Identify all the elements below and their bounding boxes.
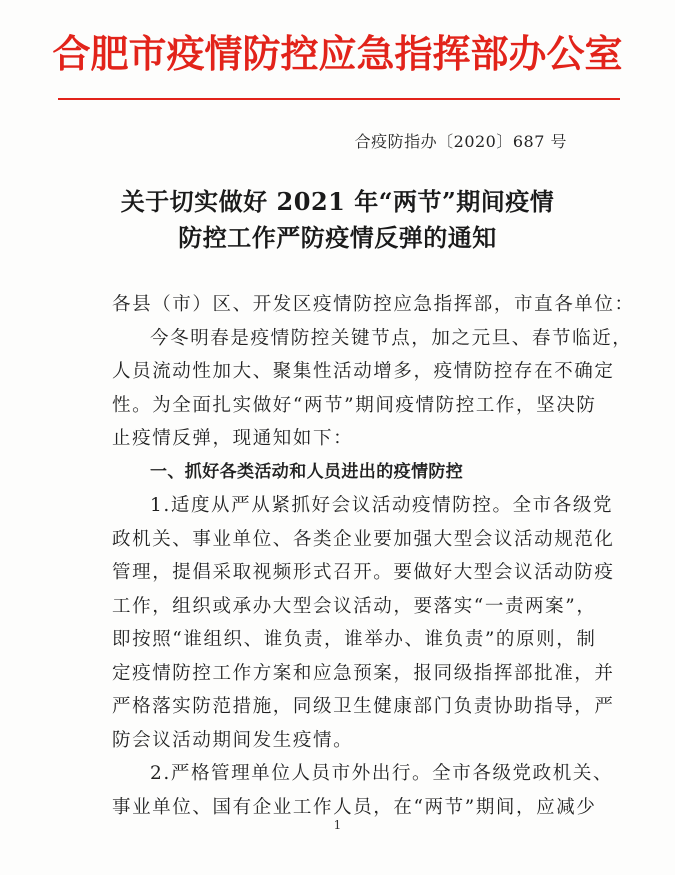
item-1-line: 即按照“谁组织、谁负责，谁举办、谁负责”的原则，制 (112, 629, 597, 650)
title-line-2: 防控工作严防疫情反弹的通知 (178, 223, 497, 252)
item-1-line: 防会议活动期间发生疫情。 (112, 729, 354, 751)
page-number: 1 (333, 818, 342, 832)
document-number: 合疫防指办〔2020〕687 号 (354, 132, 567, 151)
intro-line: 今冬明春是疫情防控关键节点，加之元旦、春节临近， (150, 327, 633, 349)
issuing-organization-header: 合肥市疫情防控应急指挥部办公室 (52, 32, 623, 76)
document-body (112, 288, 635, 824)
intro-line: 人员流动性加大、聚集性活动增多，疫情防控存在不确定 (112, 361, 615, 382)
title-line-1: 关于切实做好 2021 年“两节”期间疫情 (120, 187, 555, 216)
item-2-line: 2.严格管理单位人员市外出行。全市各级党政机关、 (150, 763, 614, 784)
item-1-line: 管理，提倡采取视频形式召开。要做好大型会议活动防疫 (112, 562, 615, 583)
document-title (0, 184, 675, 256)
item-1-line: 1.适度从严从紧抓好会议活动疫情防控。全市各级党 (150, 495, 614, 516)
section-1-heading: 一、抓好各类活动和人员进出的疫情防控 (150, 461, 464, 482)
addressee-line: 各县（市）区、开发区疫情防控应急指挥部，市直各单位： (112, 294, 635, 315)
red-header-rule (58, 98, 620, 100)
item-1-line: 严格落实防范措施，同级卫生健康部门负责协助指导，严 (112, 696, 615, 717)
item-1-line: 工作，组织或承办大型会议活动，要落实“一责两案”， (112, 595, 597, 617)
item-1-line: 定疫情防控工作方案和应急预案，报同级指挥部批准，并 (112, 662, 615, 684)
intro-line: 止疫情反弹，现通知如下： (112, 428, 354, 449)
intro-line: 性。为全面扎实做好“两节”期间疫情防控工作，坚决防 (112, 394, 597, 416)
item-1-line: 政机关、事业单位、各类企业要加强大型会议活动规范化 (112, 528, 615, 550)
item-2-line: 事业单位、国有企业工作人员，在“两节”期间，应减少 (112, 796, 597, 818)
